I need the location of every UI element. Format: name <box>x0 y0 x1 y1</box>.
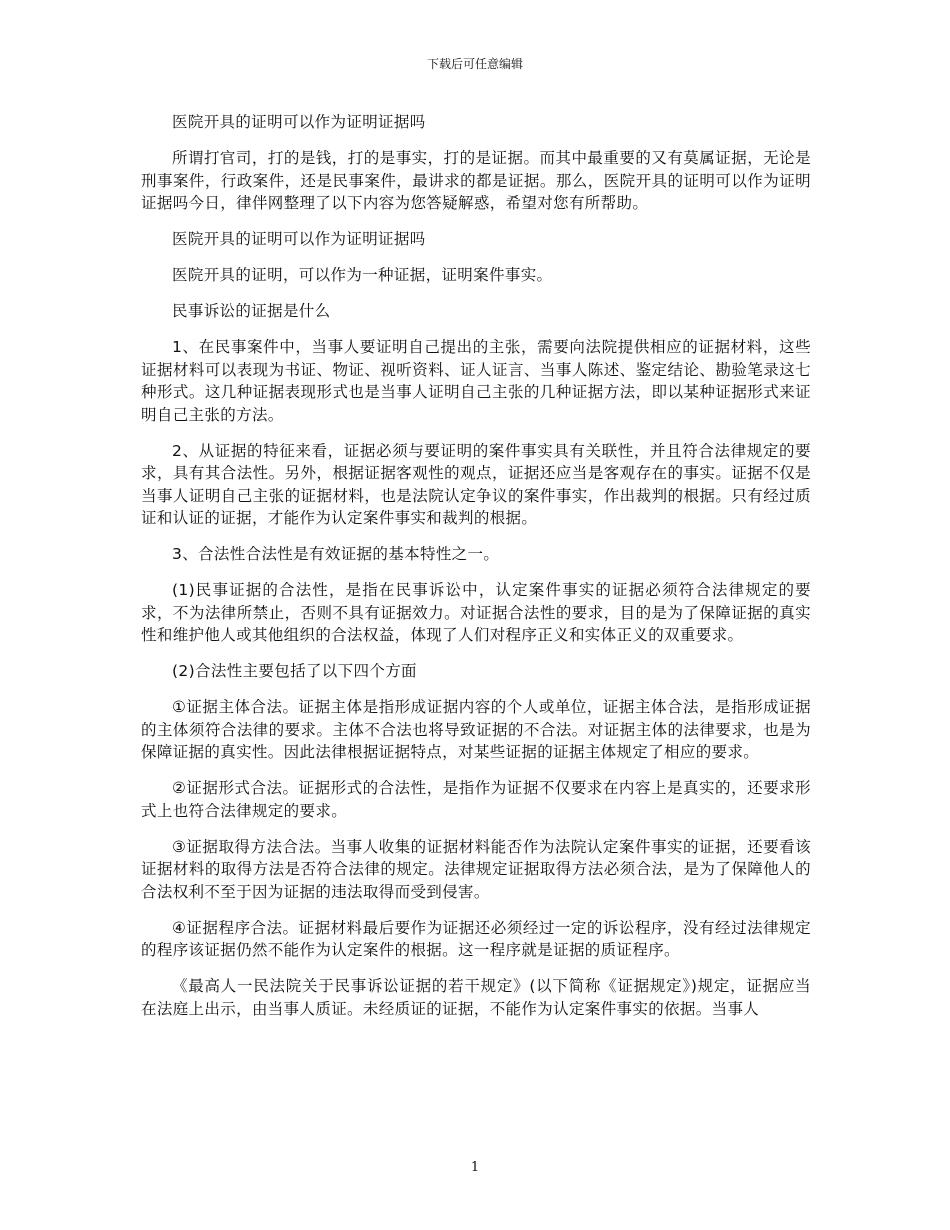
page-header: 下载后可任意编辑 <box>426 57 523 71</box>
paragraph: (2)合法性主要包括了以下四个方面 <box>172 662 417 680</box>
page-number: 1 <box>470 1160 480 1175</box>
paragraph-heading: 民事诉讼的证据是什么 <box>172 302 331 320</box>
paragraph-title: 医院开具的证明可以作为证明证据吗 <box>172 113 426 131</box>
document-body <box>141 111 811 1034</box>
paragraph: 3、合法性合法性是有效证据的基本特性之一。 <box>172 545 500 563</box>
paragraph: 1、在民事案件中，当事人要证明自己提出的主张，需要向法院提供相应的证据材料，这些证据材料可以表现为书证、物证、视听资料、证人证言、当事人陈述、鉴定结论、勘验笔录这七种形式。这几种证据表现形式也是当事人证明自己主张的几种证据方法，即以某种证据形式来证明自己主张的方法。 <box>141 338 811 424</box>
paragraph: ①证据主体合法。证据主体是指形成证据内容的个人或单位，证据主体合法，是指形成证据的主体须符合法律的要求。主体不合法也将导致证据的不合法。对证据主体的法律要求，也是为保障证据的真实性。因此法律根据证据特点，对某些证据的证据主体规定了相应的要求。 <box>141 698 811 761</box>
paragraph: ②证据形式合法。证据形式的合法性，是指作为证据不仅要求在内容上是真实的，还要求形式上也符合法律规定的要求。 <box>141 779 811 820</box>
paragraph-heading: 医院开具的证明可以作为证明证据吗 <box>172 230 426 248</box>
paragraph: 《最高人一民法院关于民事诉讼证据的若干规定》(以下简称《证据规定》)规定，证据应当在法庭上出示，由当事人质证。未经质证的证据，不能作为认定案件事实的依据。当事人 <box>141 977 811 1018</box>
paragraph: 医院开具的证明，可以作为一种证据，证明案件事实。 <box>172 266 553 284</box>
paragraph: ③证据取得方法合法。当事人收集的证据材料能否作为法院认定案件事实的证据，还要看该证据材料的取得方法是否符合法律的规定。法律规定证据取得方法必须合法，是为了保障他人的合法权利不至于因为证据的违法取得而受到侵害。 <box>141 837 811 901</box>
paragraph-intro: 所谓打官司，打的是钱，打的是事实，打的是证据。而其中最重要的又有莫属证据，无论是刑事案件，行政案件，还是民事案件，最讲求的都是证据。那么，医院开具的证明可以作为证明证据吗今日，律伴网整理了以下内容为您答疑解惑，希望对您有所帮助。 <box>141 149 811 212</box>
paragraph: (1)民事证据的合法性，是指在民事诉讼中，认定案件事实的证据必须符合法律规定的要求，不为法律所禁止，否则不具有证据效力。对证据合法性的要求，目的是为了保障证据的真实性和维护他人或其他组织的合法权益，体现了人们对程序正义和实体正义的双重要求。 <box>141 581 811 644</box>
paragraph: ④证据程序合法。证据材料最后要作为证据还必须经过一定的诉讼程序，没有经过法律规定的程序该证据仍然不能作为认定案件的根据。这一程序就是证据的质证程序。 <box>141 918 811 959</box>
paragraph: 2、从证据的特征来看，证据必须与要证明的案件事实具有关联性，并且符合法律规定的要求，具有其合法性。另外，根据证据客观性的观点，证据还应当是客观存在的事实。证据不仅是当事人证明自己主张的证据材料，也是法院认定争议的案件事实，作出裁判的根据。只有经过质证和认证的证据，才能作为认定案件事实和裁判的根据。 <box>141 441 811 527</box>
